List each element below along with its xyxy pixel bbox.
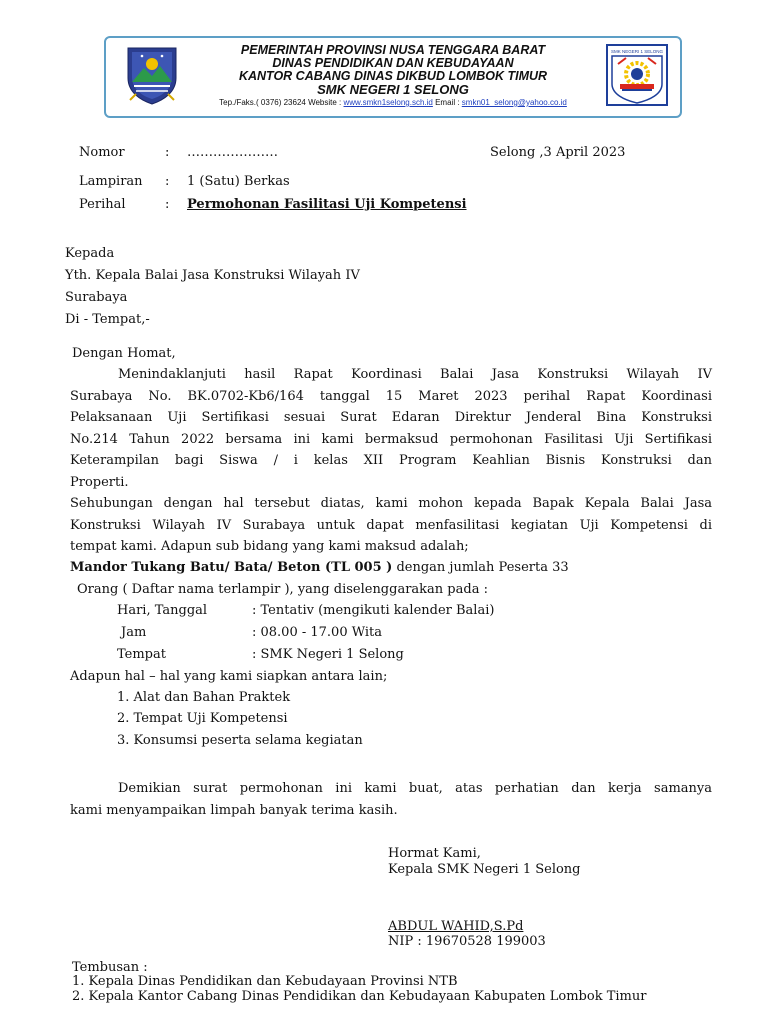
perihal-label: Perihal: [79, 197, 126, 212]
schedule-label-place: Tempat: [117, 647, 166, 662]
schedule-value-time: : 08.00 - 17.00 Wita: [252, 625, 382, 640]
letterhead: [104, 36, 682, 118]
nomor-value: …………………: [187, 145, 278, 160]
paragraph-1-line: Menindaklanjuti hasil Rapat Koordinasi Balai Jasa Konstruksi Wilayah IV: [118, 367, 712, 382]
orang-line: Orang ( Daftar nama terlampir ), yang diselenggarakan pada :: [77, 582, 488, 597]
paragraph-1: [70, 364, 712, 493]
email-link[interactable]: smkn01_selong@yahoo.co.id: [461, 98, 567, 107]
cc-item: 2. Kepala Kantor Cabang Dinas Pendidikan dan Kebudayaan Kabupaten Lombok Timur: [72, 989, 647, 1004]
letterhead-line-2: DINAS PENDIDIKAN DAN KEBUDAYAAN: [272, 56, 514, 70]
signatory-nip: NIP : 19670528 199003: [388, 934, 546, 949]
paragraph-1-line: Keterampilan bagi Siswa / i kelas XII Program Keahlian Bisnis Konstruksi dan: [70, 453, 712, 468]
signature-title: Kepala SMK Negeri 1 Selong: [388, 862, 581, 877]
email-label: Email :: [432, 98, 462, 107]
lampiran-label: Lampiran: [79, 174, 143, 189]
paragraph-2: [70, 493, 712, 558]
paragraph-1-line: Surabaya No. BK.0702-Kb6/164 tanggal 15 Maret 2023 perihal Rapat Koordinasi: [70, 388, 712, 404]
prep-item: 1. Alat dan Bahan Praktek: [117, 690, 291, 705]
lampiran-value: 1 (Satu) Berkas: [187, 174, 290, 189]
paragraph-1-line: No.214 Tahun 2022 bersama ini kami bermaksud permohonan Fasilitasi Uji Sertifikasi: [70, 431, 712, 447]
place-date: Selong ,3 April 2023: [490, 145, 626, 160]
school-logo-icon: [606, 44, 668, 106]
mandor-rest: dengan jumlah Peserta 33: [392, 560, 569, 575]
perihal-value: Permohonan Fasilitasi Uji Kompetensi: [187, 197, 467, 212]
recipient-line-2: Yth. Kepala Balai Jasa Konstruksi Wilayah IV: [65, 268, 360, 283]
school-logo-text: SMK NEGERI 1 SELONG: [610, 49, 664, 54]
mandor-line: [70, 560, 569, 576]
greeting: Dengan Homat,: [72, 346, 176, 361]
recipient-line-1: Kepada: [65, 246, 115, 261]
cc-title: Tembusan :: [72, 960, 148, 975]
paragraph-2-line: Sehubungan dengan hal tersebut diatas, kami mohon kepada Bapak Kepala Balai Jasa: [70, 496, 712, 511]
lampiran-colon: :: [165, 174, 170, 189]
schedule-label-time: Jam: [121, 625, 147, 640]
schedule-value-day: : Tentativ (mengikuti kalender Balai): [252, 603, 495, 618]
signature-greeting: Hormat Kami,: [388, 846, 481, 861]
province-emblem-icon: [120, 44, 184, 106]
signatory-name: ABDUL WAHID,S.Pd: [388, 919, 524, 934]
schedule-label-day: Hari, Tanggal: [117, 603, 208, 618]
paragraph-1-line: Pelaksanaan Uji Sertifikasi sesuai Surat Edaran Direktur Jenderal Bina Konstruksi: [70, 410, 712, 425]
recipient-line-3: Surabaya: [65, 290, 128, 305]
paragraph-2-line: tempat kami. Adapun sub bidang yang kami maksud adalah;: [70, 539, 469, 554]
perihal-colon: :: [165, 197, 170, 212]
letterhead-line-3: KANTOR CABANG DINAS DIKBUD LOMBOK TIMUR: [238, 69, 548, 83]
closing-line: Demikian surat permohonan ini kami buat, atas perhatian dan kerja samanya: [118, 781, 712, 796]
prep-item: 2. Tempat Uji Kompetensi: [117, 711, 288, 726]
paragraph-1-line: Properti.: [70, 474, 129, 490]
contact-prefix: Tep./Faks.( 0376) 23624 Website :: [219, 98, 344, 107]
mandor-bold: Mandor Tukang Batu/ Bata/ Beton (TL 005 ): [70, 560, 393, 575]
nomor-label: Nomor: [79, 145, 125, 160]
nomor-colon: :: [165, 145, 170, 160]
paragraph-2-line: Konstruksi Wilayah IV Surabaya untuk dapat menfasilitasi kegiatan Uji Kompetensi di: [70, 517, 712, 533]
closing-line: kami menyampaikan limpah banyak terima kasih.: [70, 802, 398, 818]
recipient-line-4: Di - Tempat,-: [65, 312, 150, 327]
prep-item: 3. Konsumsi peserta selama kegiatan: [117, 733, 363, 748]
schedule-value-place: : SMK Negeri 1 Selong: [252, 647, 404, 662]
letterhead-school-name: SMK NEGERI 1 SELONG: [317, 82, 469, 97]
letterhead-contact: [106, 98, 680, 107]
letterhead-line-1: PEMERINTAH PROVINSI NUSA TENGGARA BARAT: [240, 43, 546, 57]
website-link[interactable]: www.smkn1selong.sch.id: [343, 98, 433, 107]
prep-intro: Adapun hal – hal yang kami siapkan antara lain;: [70, 669, 388, 684]
cc-item: 1. Kepala Dinas Pendidikan dan Kebudayaan Provinsi NTB: [72, 974, 458, 989]
closing-paragraph: [70, 778, 712, 821]
